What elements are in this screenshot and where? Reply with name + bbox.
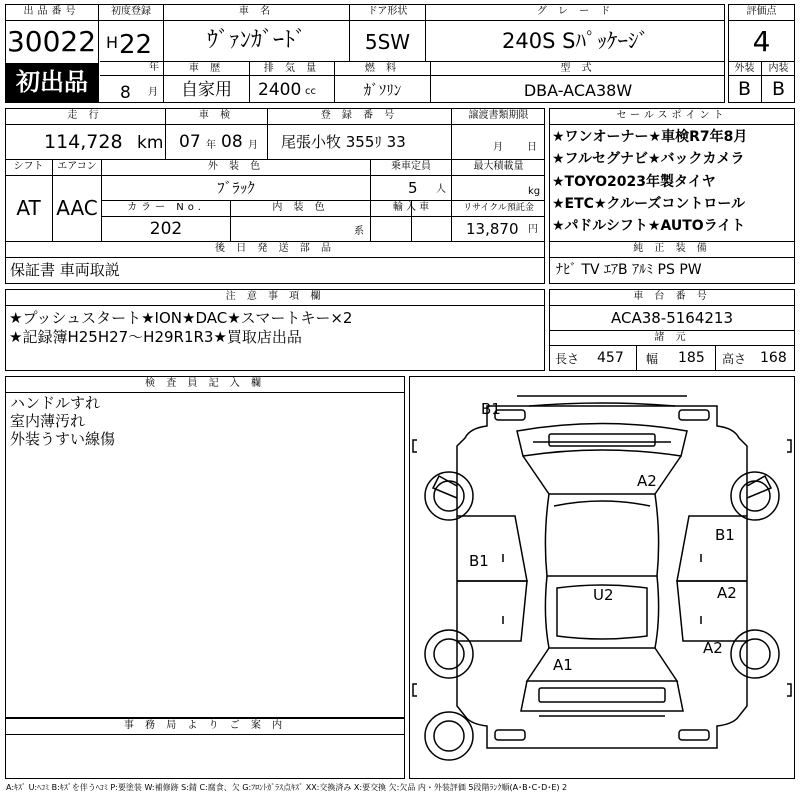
sales-points-label: セールスポイント [616,110,728,121]
ext-grade-label: 外装 [734,63,755,74]
door-type: 5SW [364,30,411,54]
year-unit: 年 [149,62,159,73]
reg-no: 尾張小牧 355ﾘ 33 [281,133,406,151]
ext-grade: B [737,78,752,100]
mileage: 114,728 [44,131,123,153]
height-label: 高さ [722,352,747,366]
recycle-fee: 13,870 [466,220,519,238]
history-label: 車 歴 [188,63,225,74]
lot-number: 30022 [6,25,97,58]
ext-color: ﾌﾞﾗｯｸ [217,179,255,197]
displacement-label: 排 気 量 [263,63,321,74]
color-no-label: カラー No. [127,202,205,213]
transfer-month-unit: 月 [493,142,503,153]
displacement-unit: cc [305,86,316,97]
damage-mark-right-rear-quarter: A2 [703,639,723,657]
inspection-year-unit: 年 [206,140,216,151]
car-name-label: 車 名 [238,6,275,17]
legend: A:ｷｽﾞ U:ﾍｺﾐ B:ｷｽﾞを伴うﾍｺﾐ P:要塗装 W:補修跡 S:錆 C:腐食、欠 G:ﾌﾛﾝﾄｶﾞﾗｽ点ｷｽﾞ XX:交換済み X:要交換 欠:欠品 内・外装評価 5段階ﾗﾝｸ順(A･B･C･D･E) 2 [6,783,568,792]
equipment-label: 純 正 装 備 [633,243,711,254]
mileage-label: 走 行 [67,110,103,121]
shift: AT [16,196,41,220]
fuel-label: 燃 料 [364,63,401,74]
damage-mark-right-front-door: B1 [715,526,735,544]
model: DBA-ACA38W [523,81,633,100]
recycle-label: リサイクル預託金 [463,203,534,213]
transfer-doc-label: 譲渡書類期限 [468,110,529,121]
width-label: 幅 [646,352,659,366]
transfer-day-unit: 日 [527,142,537,153]
note-line-1: ★プッシュスタート★ION★DAC★スマートキー×2 [9,309,353,327]
damage-mark-hood: A2 [637,472,657,490]
specs-label: 諸 元 [654,332,690,343]
sales-point-5: ★パドルシフト★AUTOライト [552,218,746,234]
chassis-label: 車 台 番 号 [633,291,711,302]
inspector-line-1: ハンドルすれ [10,394,101,412]
grade-label: グ レ ー ド [536,6,615,17]
note-line-2: ★記録簿H25H27～H29R1R3★買取店出品 [9,328,302,346]
inspection-month: 08 [221,132,243,152]
lot-number-label: 出品番号 [23,6,80,17]
damage-mark-left-front-door: B1 [469,552,489,570]
inspector-line-3: 外装うすい線傷 [10,430,116,448]
door-label: ドア形状 [367,6,408,17]
inspection-year: 07 [179,132,201,152]
inspection-label: 車 検 [198,110,235,121]
sales-point-1: ★ワンオーナー★車検R7年8月 [552,129,748,145]
damage-mark-roof: U2 [593,586,614,604]
length-label: 長さ [555,352,580,366]
first-reg-era: H [106,33,119,52]
sales-point-4: ★ETC★クルーズコントロール [552,196,746,212]
int-grade: B [771,78,786,100]
length: 457 [597,350,624,366]
color-no: 202 [149,219,183,239]
recycle-unit: 円 [528,224,538,235]
first-reg-year: 22 [119,30,153,60]
ext-color-label: 外 装 色 [207,161,265,172]
mileage-unit: km [137,133,164,153]
capacity: 5 [408,179,418,197]
int-color-label: 内 装 色 [272,202,329,213]
import-label: 輸 入 車 [392,202,430,213]
capacity-label: 乗車定員 [391,161,431,172]
inspection-month-unit: 月 [248,140,258,151]
later-parts: 保証書 車両取説 [10,261,120,279]
int-color-unit: 系 [354,226,364,237]
capacity-unit: 人 [436,184,446,195]
displacement: 2400 [258,80,302,100]
first-reg-month: 8 [120,83,131,103]
office-label: 事 務 局 よ り ご 案 内 [123,720,287,731]
chassis-number: ACA38-5164213 [610,309,734,327]
notes-label: 注 意 事 項 欄 [225,291,325,302]
max-load-unit: kg [528,186,541,197]
ac-label: エアコン [57,161,97,172]
history: 自家用 [181,80,232,100]
damage-mark-right-rear-door: A2 [717,584,737,602]
int-grade-label: 内装 [768,63,789,74]
first-listing-text: 初出品 [16,68,88,96]
score: 4 [752,25,771,58]
inspector-line-2: 室内薄汚れ [10,412,86,430]
ac: AAC [56,196,98,220]
grade: 240S Sﾊﾟｯｹｰｼﾞ [502,29,649,53]
car-diagram [409,376,795,779]
max-load-label: 最大積載量 [473,161,524,172]
car-name: ｳﾞｧﾝｶﾞｰﾄﾞ [206,28,306,53]
model-label: 型 式 [560,63,596,74]
score-label: 評価点 [746,6,777,17]
fuel: ｶﾞｿﾘﾝ [363,81,402,99]
sales-point-3: ★TOYO2023年製タイヤ [552,174,716,190]
height: 168 [760,350,787,366]
reg-no-label: 登 録 番 号 [320,110,399,121]
damage-mark-front-bumper: B1 [481,400,501,418]
inspector-label: 検 査 員 記 入 欄 [145,378,265,389]
later-parts-label: 後 日 発 送 部 品 [215,243,335,254]
sales-point-2: ★フルセグナビ★バックカメラ [552,151,745,167]
equipment: ﾅﾋﾞ TV ｴｱB ｱﾙﾐ PS PW [556,262,702,278]
width: 185 [678,350,705,366]
month-unit: 月 [148,87,158,98]
first-reg-label: 初度登録 [111,6,151,17]
shift-label: シフト [13,161,44,172]
damage-mark-rear: A1 [553,656,573,674]
